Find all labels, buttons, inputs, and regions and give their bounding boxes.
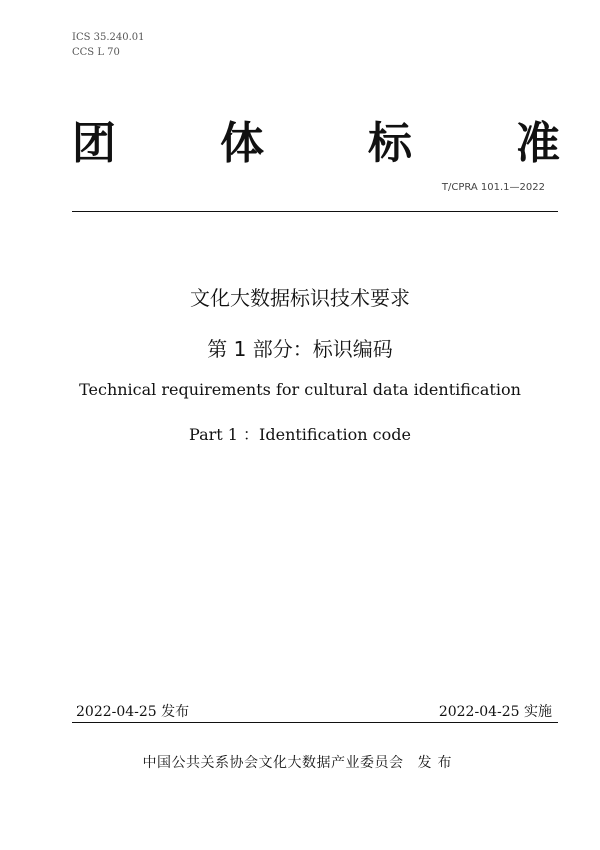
chinese-title: 文化大数据标识技术要求 xyxy=(190,286,410,310)
issue-date: 2022-04-25 发布 xyxy=(76,704,190,720)
implementation-date: 2022-04-25 实施 xyxy=(438,704,552,720)
footer-divider xyxy=(72,722,558,723)
english-title: Technical requirements for cultural data identification xyxy=(79,380,521,399)
english-part-title: Part 1 ：Identification code xyxy=(189,425,411,444)
header-divider xyxy=(72,211,558,212)
ics-code: ICS 35.240.01 xyxy=(72,32,145,43)
publish-verb: 发布 xyxy=(417,755,458,771)
title-char: 准 xyxy=(516,118,560,169)
document-type-title xyxy=(72,118,560,170)
ccs-code: CCS L 70 xyxy=(72,47,120,58)
publisher-name: 中国公共关系协会文化大数据产业委员会 xyxy=(142,755,404,771)
publisher-line xyxy=(0,752,600,772)
standard-number: T/CPRA 101.1—2022 xyxy=(441,182,545,193)
chinese-part-title: 第 1 部分：标识编码 xyxy=(207,337,393,361)
classification-codes xyxy=(72,30,145,60)
title-char: 团 xyxy=(72,118,116,169)
title-char: 体 xyxy=(220,118,264,169)
title-char: 标 xyxy=(368,118,412,169)
